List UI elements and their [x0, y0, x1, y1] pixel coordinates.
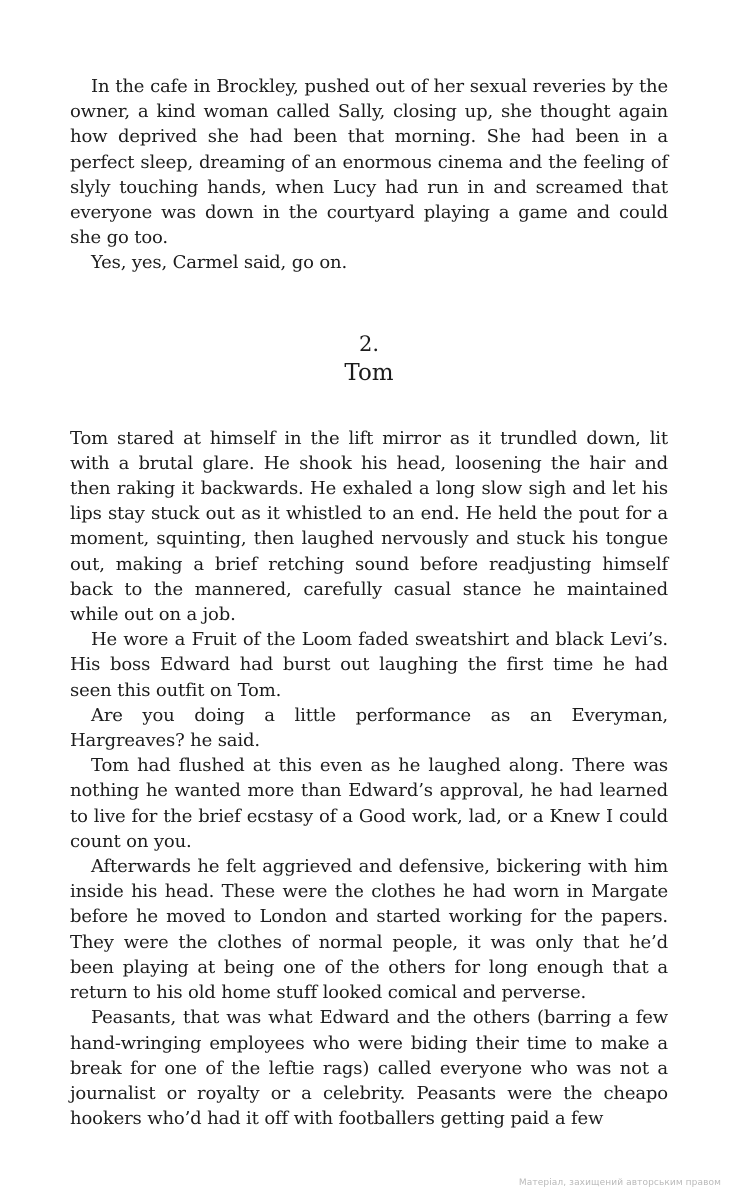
book-page: [70, 74, 668, 1131]
paragraph: He wore a Fruit of the Loom faded sweatshirt and black Levi’s. His boss Edward had burst out laughing the first time he had seen this outfit on Tom.: [70, 629, 668, 701]
paragraph: Afterwards he felt aggrieved and defensive, bickering with him inside his head. These were the clothes he had worn in Margate before he moved to London and started working for the papers. They were the clothes of normal people, it was only that he’d been playing at being one of the others for long enough that a return to his old home stuff looked comical and perverse.: [70, 856, 668, 1004]
paragraph: Yes, yes, Carmel said, go on.: [91, 252, 348, 274]
paragraph: Are you doing a little performance as an Everyman, Hargreaves? he said.: [70, 704, 668, 752]
paragraph: Tom stared at himself in the lift mirror as it trundled down, lit with a brutal glare. He shook his head, loosening the hair and then raking it backwards. He exhaled a long slow sigh and let his lips stay stuck out as it whistled to an end. He held the pout for a moment, squinting, then laughed nervously and stuck his tongue out, making a brief retching sound before readjusting himself back to the mannered, carefully casual stance he maintained while out on a job.: [70, 427, 668, 626]
copyright-watermark: Матеріал, захищений авторським правом: [518, 1178, 721, 1188]
paragraph: Tom had flushed at this even as he laughed along. There was nothing he wanted more than Edward’s approval, he had learned to live for the brief ecstasy of a Good work, lad, or a Knew I could count on you.: [70, 755, 668, 852]
chapter-title: Tom: [344, 359, 394, 386]
paragraph: Peasants, that was what Edward and the others (barring a few hand-wringing employees who were biding their time to make a break for one of the leftie rags) called everyone who was not a journalist or royalty or a celebrity. Peasants were the cheapo hookers who’d had it off with footballers getting paid a few: [70, 1007, 668, 1130]
paragraph: In the cafe in Brockley, pushed out of her sexual reveries by the owner, a kind woman called Sally, closing up, she thought again how deprived she had been that morning. She had been in a perfect sleep, dreaming of an enormous cinema and the feeling of slyly touching hands, when Lucy had run in and screamed that everyone was down in the courtyard playing a game and could she go too.: [70, 76, 668, 249]
chapter-number: 2.: [358, 331, 380, 356]
chapter-heading: [70, 330, 668, 388]
